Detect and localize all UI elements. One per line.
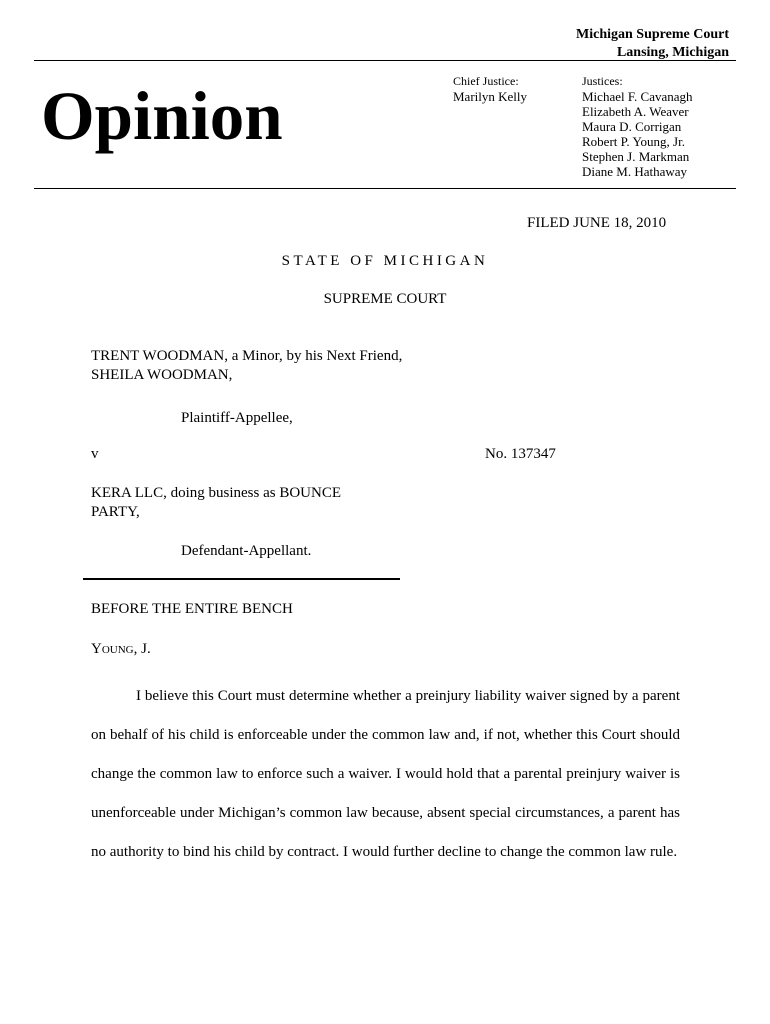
docket-number: No. 137347 xyxy=(485,446,556,462)
justice-name: Michael F. Cavanagh xyxy=(582,89,693,104)
chief-justice-name: Marilyn Kelly xyxy=(453,89,528,104)
plaintiff-role: Plaintiff-Appellee, xyxy=(181,410,293,426)
justice-name: Robert P. Young, Jr. xyxy=(582,134,685,149)
court-location: Lansing, Michigan xyxy=(616,45,729,60)
chief-justice-label: Chief Justice: xyxy=(453,74,519,88)
justice-name: Diane M. Hathaway xyxy=(582,164,688,179)
justice-name: Elizabeth A. Weaver xyxy=(582,104,689,119)
plaintiff-name: TRENT WOODMAN, a Minor, by his Next Friend, SHEILA WOODMAN, xyxy=(91,348,403,383)
defendant-name: KERA LLC, doing business as BOUNCE PARTY, xyxy=(91,485,342,520)
caption-rule xyxy=(83,578,400,580)
state-heading: STATE OF MICHIGAN xyxy=(281,253,489,269)
header-bottom-rule xyxy=(34,188,736,189)
justices-label: Justices: xyxy=(582,74,623,88)
header-top-rule xyxy=(34,60,736,61)
opinion-title: Opinion xyxy=(41,78,283,154)
court-heading: SUPREME COURT xyxy=(323,291,447,307)
justice-name: Stephen J. Markman xyxy=(582,149,690,164)
justice-name: Maura D. Corrigan xyxy=(582,119,682,134)
bench-line: BEFORE THE ENTIRE BENCH xyxy=(91,601,293,617)
filed-date: FILED JUNE 18, 2010 xyxy=(527,215,667,231)
author-small-caps: OUNG xyxy=(101,644,134,656)
court-name: Michigan Supreme Court xyxy=(576,27,729,42)
author-suffix: , J. xyxy=(133,641,151,657)
author-line xyxy=(91,640,151,660)
justices-list xyxy=(582,89,693,179)
author-initial: Y xyxy=(91,641,102,657)
defendant-role: Defendant-Appellant. xyxy=(181,543,312,559)
versus: v xyxy=(91,446,99,462)
opinion-paragraph: I believe this Court must determine whether a preinjury liability waiver signed by a parent on behalf of his child is enforceable under the common law and, if not, whether this Court should change the common law to enforce such a waiver. I would hold that a parental preinjury waiver is unenforceable under Michigan’s common law because, absent special circumstances, a parent has no authority to bind his child by contract. I would further decline to change the common law rule. xyxy=(91,688,680,860)
